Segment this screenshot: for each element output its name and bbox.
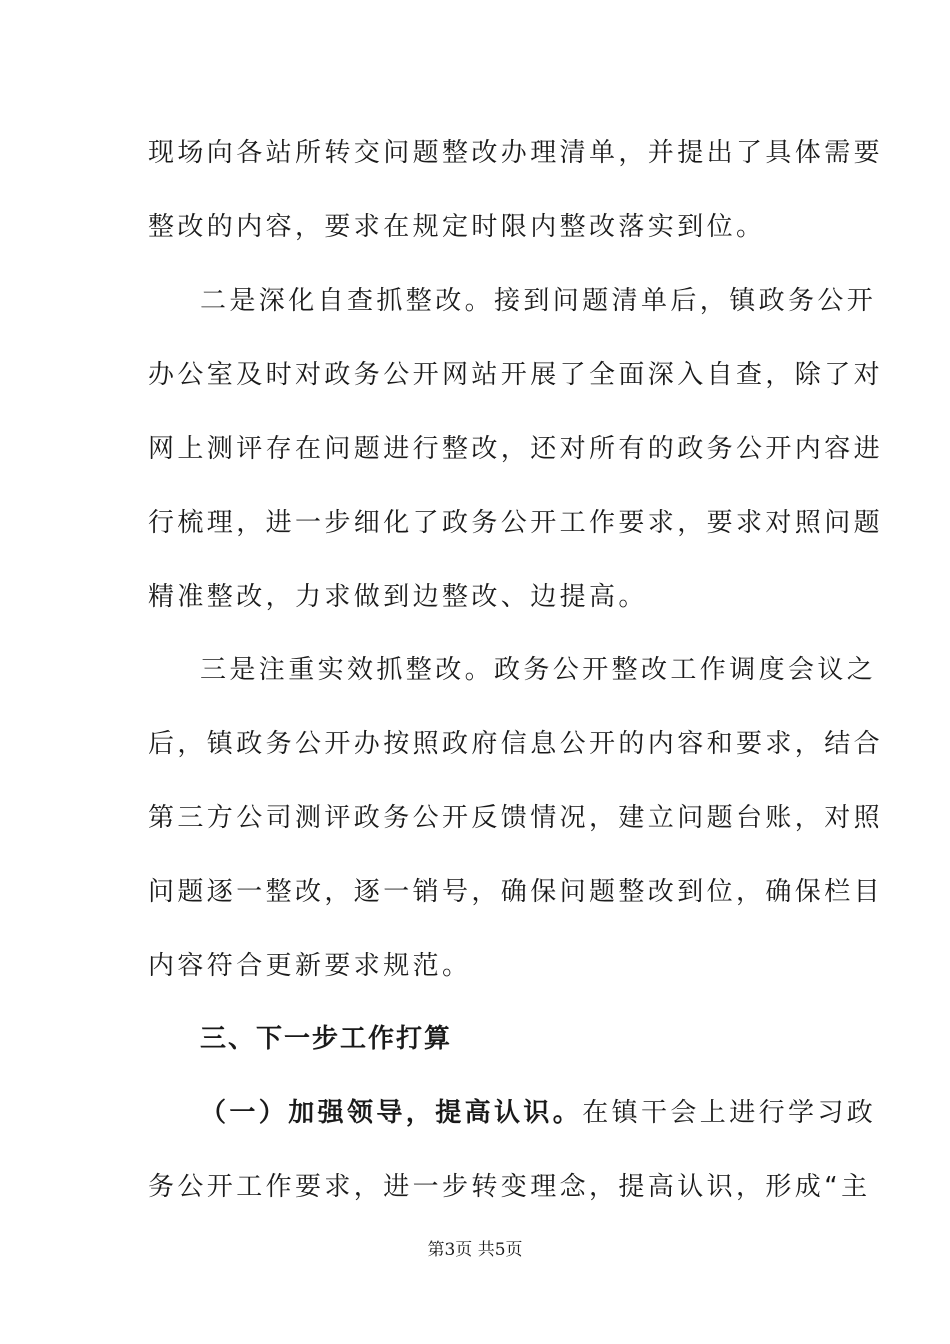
paragraph-line: 整改的内容，要求在规定时限内整改落实到位。: [148, 212, 766, 242]
paragraph-line: 办公室及时对政务公开网站开展了全面深入自查，除了对: [148, 360, 884, 390]
paragraph-line: 二是深化自查抓整改。接到问题清单后，镇政务公开: [200, 286, 877, 316]
paragraph-line: [200, 1093, 877, 1133]
paragraph-line: 行梳理，进一步细化了政务公开工作要求，要求对照问题: [148, 508, 884, 538]
paragraph-line: 第三方公司测评政务公开反馈情况，建立问题台账，对照: [148, 803, 884, 833]
section-heading: 三、下一步工作打算: [200, 1024, 453, 1054]
paragraph-line: 三是注重实效抓整改。政务公开整改工作调度会议之: [200, 655, 877, 685]
paragraph-line: 问题逐一整改，逐一销号，确保问题整改到位，确保栏目: [148, 877, 884, 907]
paragraph-line: 网上测评存在问题进行整改，还对所有的政务公开内容进: [148, 434, 884, 464]
paragraph-line: 务公开工作要求，进一步转变理念，提高认识，形成“主: [148, 1172, 871, 1202]
paragraph-line: 后，镇政务公开办按照政府信息公开的内容和要求，结合: [148, 729, 884, 759]
paragraph-line: 精准整改，力求做到边整改、边提高。: [148, 582, 648, 612]
paragraph-line: 现场向各站所转交问题整改办理清单，并提出了具体需要: [148, 138, 884, 168]
page-number-footer: 第3页 共5页: [427, 1240, 523, 1260]
paragraph-line: 内容符合更新要求规范。: [148, 951, 472, 981]
item-text: 在镇干会上进行学习政: [582, 1098, 877, 1128]
item-heading: （一）加强领导，提高认识。: [200, 1098, 583, 1128]
